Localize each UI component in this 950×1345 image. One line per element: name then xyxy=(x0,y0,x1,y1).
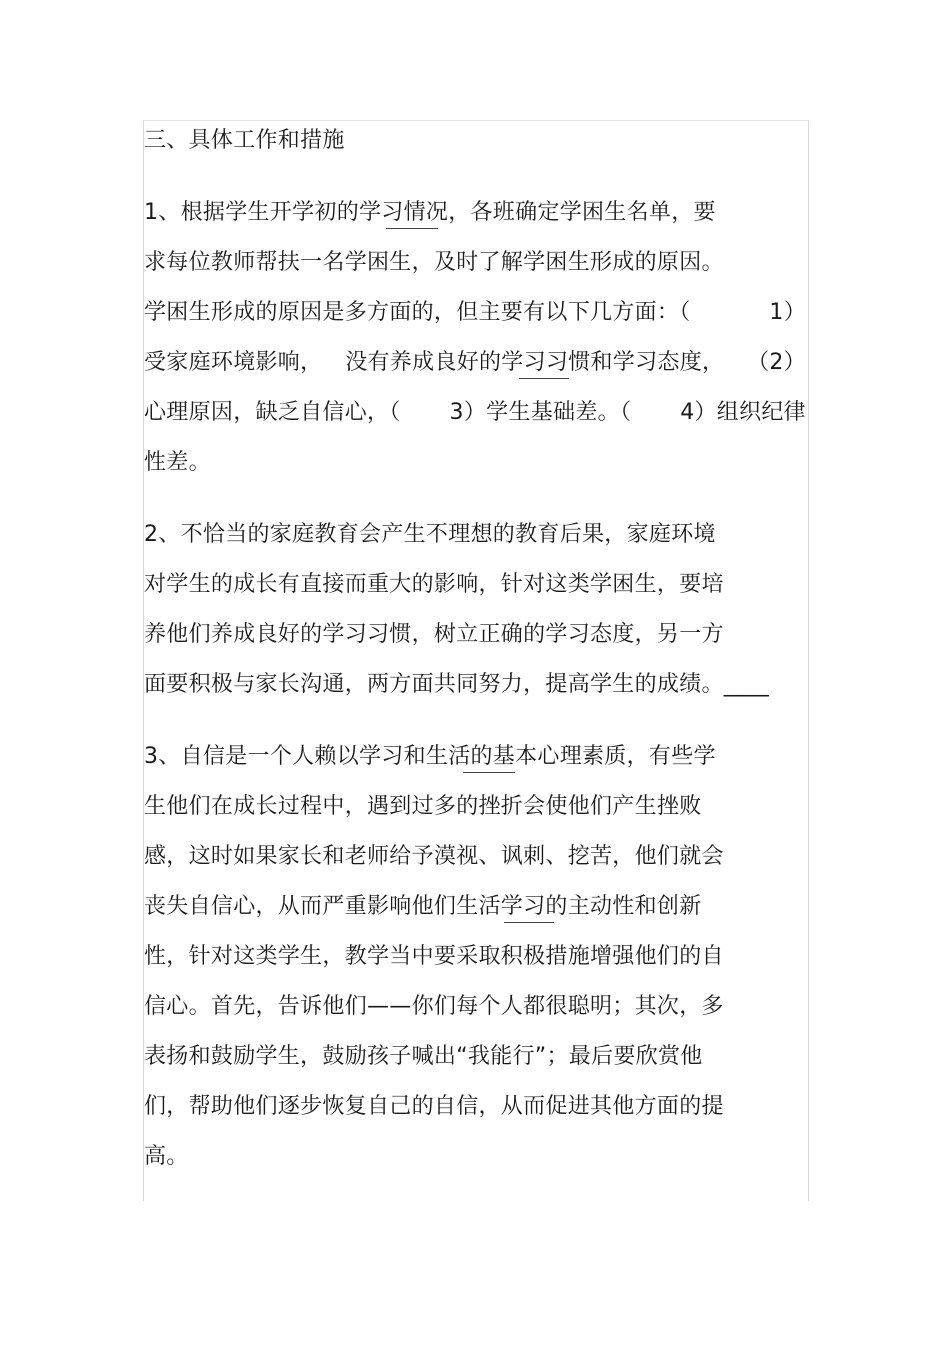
para1-line6: 性差。 xyxy=(144,450,211,475)
para3-line8: 们，帮助他们逐步恢复自己的自信，从而促进其他方面的提 xyxy=(144,1094,724,1119)
para1-line5-part3: 4）组织纪律 xyxy=(680,400,806,425)
para3-line2: 生他们在成长过程中，遇到过多的挫折会使他们产生挫败 xyxy=(144,794,702,819)
para2-line1: 2、不恰当的家庭教育会产生不理想的教育后果，家庭环境 xyxy=(144,522,716,547)
para3-line5: 性，针对这类学生，教学当中要采取积极措施增强他们的自 xyxy=(144,944,724,969)
underline-mark xyxy=(519,378,569,379)
underline-mark xyxy=(504,922,554,923)
para1-line3-text: 学困生形成的原因是多方面的，但主要有以下几方面：（ xyxy=(144,300,691,325)
para3-line3: 感，这时如果家长和老师给予漠视、讽刺、挖苦，他们就会 xyxy=(144,844,724,869)
underline-mark xyxy=(386,228,438,229)
para1-line3-num: 1） xyxy=(769,300,806,325)
para1-line3 xyxy=(144,298,806,328)
section-heading: 三、具体工作和措施 xyxy=(144,128,345,153)
underline-mark xyxy=(463,772,515,773)
para1-line2: 求每位教师帮扶一名学困生，及时了解学困生形成的原因。 xyxy=(144,250,724,275)
para1-line4-num: （2） xyxy=(747,350,806,375)
para3-line6: 信心。首先，告诉他们——你们每个人都很聪明；其次，多 xyxy=(144,994,724,1019)
para2-line2: 对学生的成长有直接而重大的影响，针对这类学困生，要培 xyxy=(144,572,724,597)
para1-line5 xyxy=(144,398,806,428)
para1-line4 xyxy=(144,348,806,378)
para3-line1: 3、自信是一个人赖以学习和生活的基本心理素质，有些学 xyxy=(144,744,716,769)
para1-line1: 1、根据学生开学初的学习情况，各班确定学困生名单，要 xyxy=(144,200,716,225)
para2-line4: 面要积极与家长沟通，两方面共同努力，提高学生的成绩。____ xyxy=(144,672,770,697)
para2-line3: 养他们养成良好的学习习惯，树立正确的学习态度，另一方 xyxy=(144,622,724,647)
para1-line5-part1: 心理原因，缺乏自信心，（ xyxy=(144,400,401,425)
para1-line4-part1: 受家庭环境影响， xyxy=(144,350,323,375)
para3-line7: 表扬和鼓励学生，鼓励孩子喊出“我能行”；最后要欣赏他 xyxy=(144,1044,703,1069)
para1-line4-part2: 没有养成良好的学习习惯和学习态度， xyxy=(345,350,725,375)
page-frame xyxy=(143,120,809,1201)
para3-line4: 丧失自信心，从而严重影响他们生活学习的主动性和创新 xyxy=(144,894,702,919)
para3-line9: 高。 xyxy=(144,1144,189,1169)
para1-line5-part2: 3）学生基础差。（ xyxy=(449,400,632,425)
